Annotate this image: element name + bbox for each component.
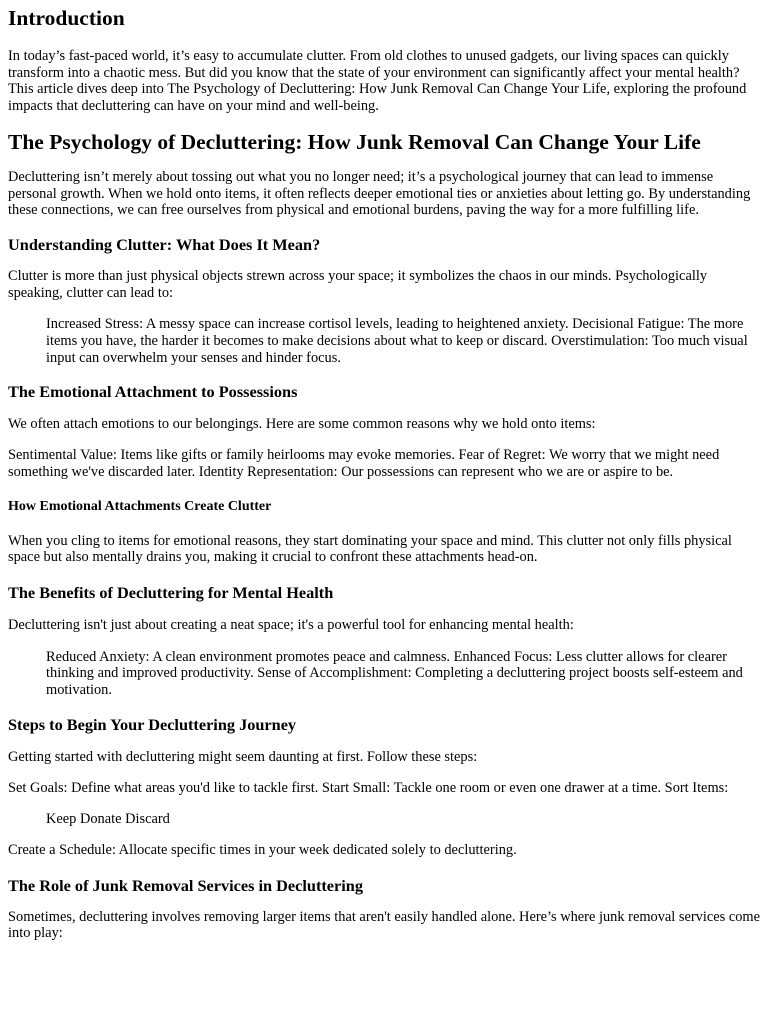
understanding-clutter-paragraph: Clutter is more than just physical objects strewn across your space; it symbolizes the chaos in our minds. Psychologically speaking, clutter can lead to: — [8, 267, 708, 301]
emotional-attachment-paragraph: We often attach emotions to our belongings. Here are some common reasons why we hold onto items: — [8, 416, 596, 433]
introduction-heading: Introduction — [8, 6, 125, 30]
steps-paragraph: Getting started with decluttering might seem daunting at first. Follow these steps: — [8, 748, 478, 765]
junk-removal-paragraph: Sometimes, decluttering involves removing larger items that aren't easily handled alone. Here’s where junk removal services come into play: — [8, 908, 761, 942]
understanding-clutter-heading: Understanding Clutter: What Does It Mean? — [8, 234, 321, 254]
benefits-quote: Reduced Anxiety: A clean environment promotes peace and calmness. Enhanced Focus: Less clutter allows for clearer thinking and improved productivity. Sense of Accomplishment: Completing a decluttering project boosts self-esteem and motivation. — [46, 648, 743, 699]
steps-list: Set Goals: Define what areas you'd like to tackle first. Start Small: Tackle one room or even one drawer at a time. Sort Items: — [8, 780, 729, 797]
emotional-clutter-subheading: How Emotional Attachments Create Clutter — [8, 498, 272, 514]
article-title: The Psychology of Decluttering: How Junk Removal Can Change Your Life — [8, 129, 701, 154]
benefits-heading: The Benefits of Decluttering for Mental Health — [8, 582, 334, 602]
article-intro-paragraph: Decluttering isn’t merely about tossing out what you no longer need; it’s a psychological journey that can lead to immense personal growth. When we hold onto items, it often reflects deeper emotional ties or anxieties about letting go. By understanding these connections, we can free ourselves from physical and emotional burdens, paving the way for a more fulfilling life. — [8, 168, 751, 219]
sort-categories-quote: Keep Donate Discard — [46, 811, 170, 828]
introduction-paragraph: In today’s fast-paced world, it’s easy to accumulate clutter. From old clothes to unused gadgets, our living spaces can quickly transform into a chaotic mess. But did you know that the state of your environment can significantly affect your mental health? This article dives deep into The Psychology of Decluttering: How Junk Removal Can Change Your Life, exploring the profound impacts that decluttering can have on your mind and well-being. — [8, 48, 747, 115]
steps-heading: Steps to Begin Your Decluttering Journey — [8, 714, 297, 734]
benefits-paragraph: Decluttering isn't just about creating a neat space; it's a powerful tool for enhancing mental health: — [8, 616, 574, 633]
schedule-step: Create a Schedule: Allocate specific times in your week dedicated solely to decluttering. — [8, 841, 517, 858]
attachment-reasons-list: Sentimental Value: Items like gifts or family heirlooms may evoke memories. Fear of Regret: We worry that we might need something we've discarded later. Identity Representation: Our possessions can represent who we are or aspire to be. — [8, 447, 720, 480]
junk-removal-heading: The Role of Junk Removal Services in Decluttering — [8, 875, 363, 895]
article — [0, 6, 768, 942]
emotional-clutter-paragraph: When you cling to items for emotional reasons, they start dominating your space and mind. This clutter not only fills physical space but also mentally drains you, making it crucial to confront these attachments head-on. — [8, 532, 732, 566]
clutter-effects-quote: Increased Stress: A messy space can increase cortisol levels, leading to heightened anxiety. Decisional Fatigue: The more items you have, the harder it becomes to make decisions about what to keep or discard. Overstimulation: Too much visual input can overwhelm your senses and hinder focus. — [46, 316, 748, 366]
emotional-attachment-heading: The Emotional Attachment to Possessions — [8, 382, 298, 402]
